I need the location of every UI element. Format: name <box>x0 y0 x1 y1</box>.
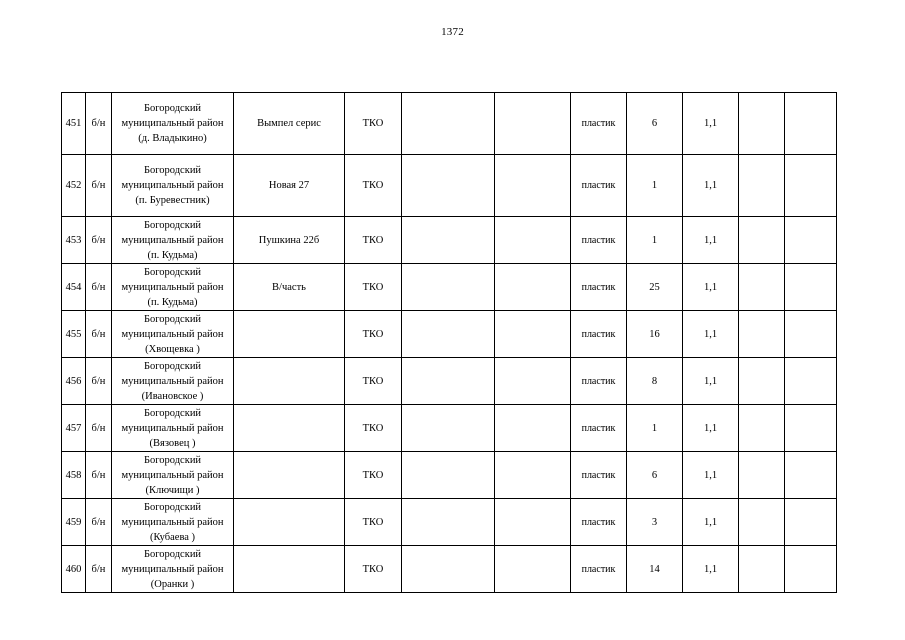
row-street: Новая 27 <box>234 155 345 217</box>
row-material: пластик <box>571 311 627 358</box>
row-address <box>112 93 234 155</box>
row-empty-cell <box>739 264 785 311</box>
row-address-line-3: (Ключищи ) <box>145 484 200 496</box>
row-number: 451 <box>62 93 86 155</box>
row-empty-cell <box>495 546 571 593</box>
row-bn: б/н <box>86 93 112 155</box>
row-waste-type: ТКО <box>345 155 402 217</box>
row-street <box>234 499 345 546</box>
row-street <box>234 311 345 358</box>
row-empty-cell <box>785 452 837 499</box>
row-container-count: 8 <box>627 358 683 405</box>
row-empty-cell <box>785 499 837 546</box>
row-bn: б/н <box>86 452 112 499</box>
row-container-volume: 1,1 <box>683 499 739 546</box>
row-empty-cell <box>785 155 837 217</box>
table-row <box>62 311 837 358</box>
row-container-count: 14 <box>627 546 683 593</box>
table-row <box>62 546 837 593</box>
row-container-volume: 1,1 <box>683 405 739 452</box>
row-street: Вымпел серис <box>234 93 345 155</box>
row-material: пластик <box>571 264 627 311</box>
row-empty-cell <box>739 311 785 358</box>
row-container-count: 25 <box>627 264 683 311</box>
row-address-line-3: (Оранки ) <box>150 578 195 590</box>
row-address-line-3: (п. Кудьма) <box>147 296 198 308</box>
row-empty-cell <box>495 405 571 452</box>
row-bn: б/н <box>86 311 112 358</box>
row-address <box>112 264 234 311</box>
row-address-line-3: (Кубаева ) <box>149 531 196 543</box>
row-address-line-2: муниципальный район <box>121 118 224 129</box>
row-empty-cell <box>402 358 495 405</box>
row-empty-cell <box>495 311 571 358</box>
row-number: 457 <box>62 405 86 452</box>
row-empty-cell <box>402 405 495 452</box>
row-address-line-1: Богородский <box>143 313 202 325</box>
row-address <box>112 452 234 499</box>
row-waste-type: ТКО <box>345 264 402 311</box>
row-empty-cell <box>402 546 495 593</box>
page-number: 1372 <box>441 26 464 38</box>
row-address <box>112 546 234 593</box>
row-street: В/часть <box>234 264 345 311</box>
row-address <box>112 155 234 217</box>
row-address-line-2: муниципальный район <box>121 516 224 528</box>
row-waste-type: ТКО <box>345 405 402 452</box>
table-row <box>62 93 837 155</box>
row-bn: б/н <box>86 405 112 452</box>
row-street <box>234 546 345 593</box>
row-address <box>112 358 234 405</box>
row-bn: б/н <box>86 155 112 217</box>
row-empty-cell <box>785 405 837 452</box>
row-empty-cell <box>785 217 837 264</box>
row-address-line-1: Богородский <box>143 548 202 560</box>
row-empty-cell <box>495 499 571 546</box>
row-empty-cell <box>785 311 837 358</box>
row-container-volume: 1,1 <box>683 452 739 499</box>
row-empty-cell <box>402 499 495 546</box>
row-number: 456 <box>62 358 86 405</box>
row-container-volume: 1,1 <box>683 546 739 593</box>
table-row <box>62 358 837 405</box>
row-waste-type: ТКО <box>345 93 402 155</box>
row-empty-cell <box>402 311 495 358</box>
row-container-count: 3 <box>627 499 683 546</box>
row-container-volume: 1,1 <box>683 311 739 358</box>
row-number: 453 <box>62 217 86 264</box>
row-empty-cell <box>402 264 495 311</box>
row-empty-cell <box>495 155 571 217</box>
row-street <box>234 452 345 499</box>
row-address-line-2: муниципальный район <box>121 234 224 246</box>
row-address-line-2: муниципальный район <box>121 375 224 387</box>
row-number: 454 <box>62 264 86 311</box>
row-material: пластик <box>571 499 627 546</box>
row-empty-cell <box>402 155 495 217</box>
row-address <box>112 405 234 452</box>
row-address-line-1: Богородский <box>143 454 202 466</box>
row-street <box>234 358 345 405</box>
row-bn: б/н <box>86 358 112 405</box>
row-material: пластик <box>571 358 627 405</box>
row-waste-type: ТКО <box>345 452 402 499</box>
row-container-volume: 1,1 <box>683 155 739 217</box>
row-address-line-3: (Ивановское ) <box>141 390 204 402</box>
row-empty-cell <box>739 499 785 546</box>
row-number: 460 <box>62 546 86 593</box>
row-container-count: 1 <box>627 405 683 452</box>
row-container-volume: 1,1 <box>683 217 739 264</box>
row-empty-cell <box>739 405 785 452</box>
table-row <box>62 264 837 311</box>
row-address-line-2: муниципальный район <box>121 422 224 434</box>
row-address <box>112 217 234 264</box>
row-container-count: 1 <box>627 217 683 264</box>
row-waste-type: ТКО <box>345 217 402 264</box>
row-bn: б/н <box>86 264 112 311</box>
row-address-line-1: Богородский <box>143 501 202 513</box>
row-number: 452 <box>62 155 86 217</box>
row-empty-cell <box>495 358 571 405</box>
row-waste-type: ТКО <box>345 358 402 405</box>
row-empty-cell <box>495 217 571 264</box>
table-body <box>62 93 837 593</box>
row-address-line-2: муниципальный район <box>121 563 224 575</box>
row-address <box>112 499 234 546</box>
waste-site-table <box>61 92 837 593</box>
row-empty-cell <box>739 358 785 405</box>
row-waste-type: ТКО <box>345 311 402 358</box>
row-container-count: 16 <box>627 311 683 358</box>
row-empty-cell <box>739 452 785 499</box>
table-row <box>62 499 837 546</box>
row-material: пластик <box>571 93 627 155</box>
row-street: Пушкина 22б <box>234 217 345 264</box>
row-bn: б/н <box>86 217 112 264</box>
table-row <box>62 155 837 217</box>
row-waste-type: ТКО <box>345 546 402 593</box>
row-address-line-1: Богородский <box>143 103 202 114</box>
row-material: пластик <box>571 155 627 217</box>
row-street <box>234 405 345 452</box>
row-empty-cell <box>785 264 837 311</box>
row-container-volume: 1,1 <box>683 93 739 155</box>
row-empty-cell <box>739 93 785 155</box>
row-empty-cell <box>402 452 495 499</box>
row-address-line-2: муниципальный район <box>121 469 224 481</box>
row-number: 459 <box>62 499 86 546</box>
row-number: 455 <box>62 311 86 358</box>
row-material: пластик <box>571 405 627 452</box>
table-row <box>62 217 837 264</box>
row-material: пластик <box>571 452 627 499</box>
row-container-volume: 1,1 <box>683 358 739 405</box>
row-empty-cell <box>739 217 785 264</box>
row-container-volume: 1,1 <box>683 264 739 311</box>
row-address-line-2: муниципальный район <box>121 328 224 340</box>
row-empty-cell <box>785 93 837 155</box>
row-material: пластик <box>571 217 627 264</box>
row-empty-cell <box>785 546 837 593</box>
row-waste-type: ТКО <box>345 499 402 546</box>
row-empty-cell <box>495 452 571 499</box>
row-empty-cell <box>495 93 571 155</box>
row-number: 458 <box>62 452 86 499</box>
row-address-line-3: (п. Кудьма) <box>147 249 198 261</box>
row-bn: б/н <box>86 499 112 546</box>
row-empty-cell <box>785 358 837 405</box>
row-empty-cell <box>739 155 785 217</box>
table-row <box>62 405 837 452</box>
row-address-line-2: муниципальный район <box>121 281 224 293</box>
row-material: пластик <box>571 546 627 593</box>
row-container-count: 6 <box>627 452 683 499</box>
row-empty-cell <box>402 93 495 155</box>
row-address-line-1: Богородский <box>143 219 202 231</box>
row-address-line-3: (Вязовец ) <box>149 437 196 449</box>
row-bn: б/н <box>86 546 112 593</box>
row-address-line-3: (д. Владыкино) <box>138 133 207 144</box>
row-empty-cell <box>739 546 785 593</box>
row-address <box>112 311 234 358</box>
row-address-line-3: (п. Буревестник) <box>135 195 210 206</box>
row-address-line-1: Богородский <box>143 165 202 176</box>
row-container-count: 1 <box>627 155 683 217</box>
row-empty-cell <box>495 264 571 311</box>
row-container-count: 6 <box>627 93 683 155</box>
row-address-line-1: Богородский <box>143 266 202 278</box>
row-address-line-3: (Хвощевка ) <box>145 343 200 355</box>
row-address-line-2: муниципальный район <box>121 180 224 191</box>
table-row <box>62 452 837 499</box>
row-address-line-1: Богородский <box>143 360 202 372</box>
row-empty-cell <box>402 217 495 264</box>
row-address-line-1: Богородский <box>143 407 202 419</box>
